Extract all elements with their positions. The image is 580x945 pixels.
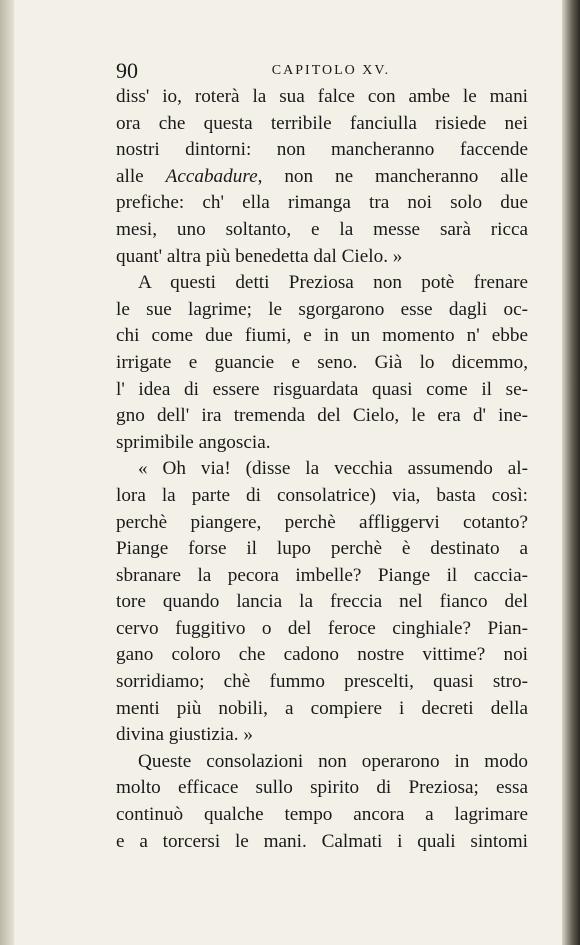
text-line: perchè piangere, perchè affliggervi cotanto? [116,511,528,533]
text-line [116,164,528,191]
text-line: menti più nobili, a compiere i decreti della [116,697,528,719]
page-edge-right [562,0,580,945]
running-head: CAPITOLO XV. [271,63,391,78]
text-line: sbranare la pecora imbelle? Piange il caccia- [116,564,528,586]
text-line: nostri dintorni: non mancheranno faccende [116,139,528,161]
page-number: 90 [116,58,138,83]
text-line: irrigate e guancie e seno. Già lo dicemmo, [116,351,528,373]
text-line: gano coloro che cadono nostre vittime? noi [116,644,528,666]
text-line: diss' io, roterà la sua falce con ambe le mani [116,86,528,107]
text-line: divina giustizia. » [116,724,253,746]
text-line: quant' altra più benedetta dal Cielo. » [116,245,403,267]
text-line: sorridiamo; chè fummo prescelti, quasi stro- [116,671,528,693]
text-line: mesi, uno soltanto, e la messe sarà ricca [116,218,528,240]
text-line: prefiche: ch' ella rimanga tra noi solo due [116,192,528,214]
text-line: sprimibile angoscia. [116,431,271,453]
text-line: gno dell' ira tremenda del Cielo, le era d' ine- [116,405,528,427]
page-header [116,58,526,84]
text-line: tore quando lancia la freccia nel fianco del [116,591,528,613]
text-line: le sue lagrime; le sgorgarono esse dagli oc- [116,298,528,320]
italic-term: Accabadure [165,165,258,187]
body-text [116,84,528,855]
text-line: ora che questa terribile fanciulla risiede nei [116,112,528,134]
text-line: continuò qualche tempo ancora a lagrimare [116,804,528,826]
text-line: Queste consolazioni non operarono in modo [138,750,528,772]
text-line: A questi detti Preziosa non potè frenare [138,272,528,294]
text-segment: alle [116,165,166,187]
page-edge-left [0,0,14,945]
text-line: « Oh via! (disse la vecchia assumendo al- [138,458,528,480]
text-line: lora la parte di consolatrice) via, basta così: [116,484,528,506]
text-line: e a torcersi le mani. Calmati i quali sintomi [116,830,528,852]
text-line: Piange forse il lupo perchè è destinato a [116,538,528,560]
text-line: molto efficace sullo spirito di Preziosa; essa [116,777,528,799]
text-line: chi come due fiumi, e in un momento n' ebbe [116,325,528,347]
text-line: l' idea di essere risguardata quasi come il se- [116,378,528,400]
text-line: cervo fuggitivo o del feroce cinghiale? Pian- [116,617,528,639]
text-segment: , non ne mancheranno alle [257,165,528,187]
